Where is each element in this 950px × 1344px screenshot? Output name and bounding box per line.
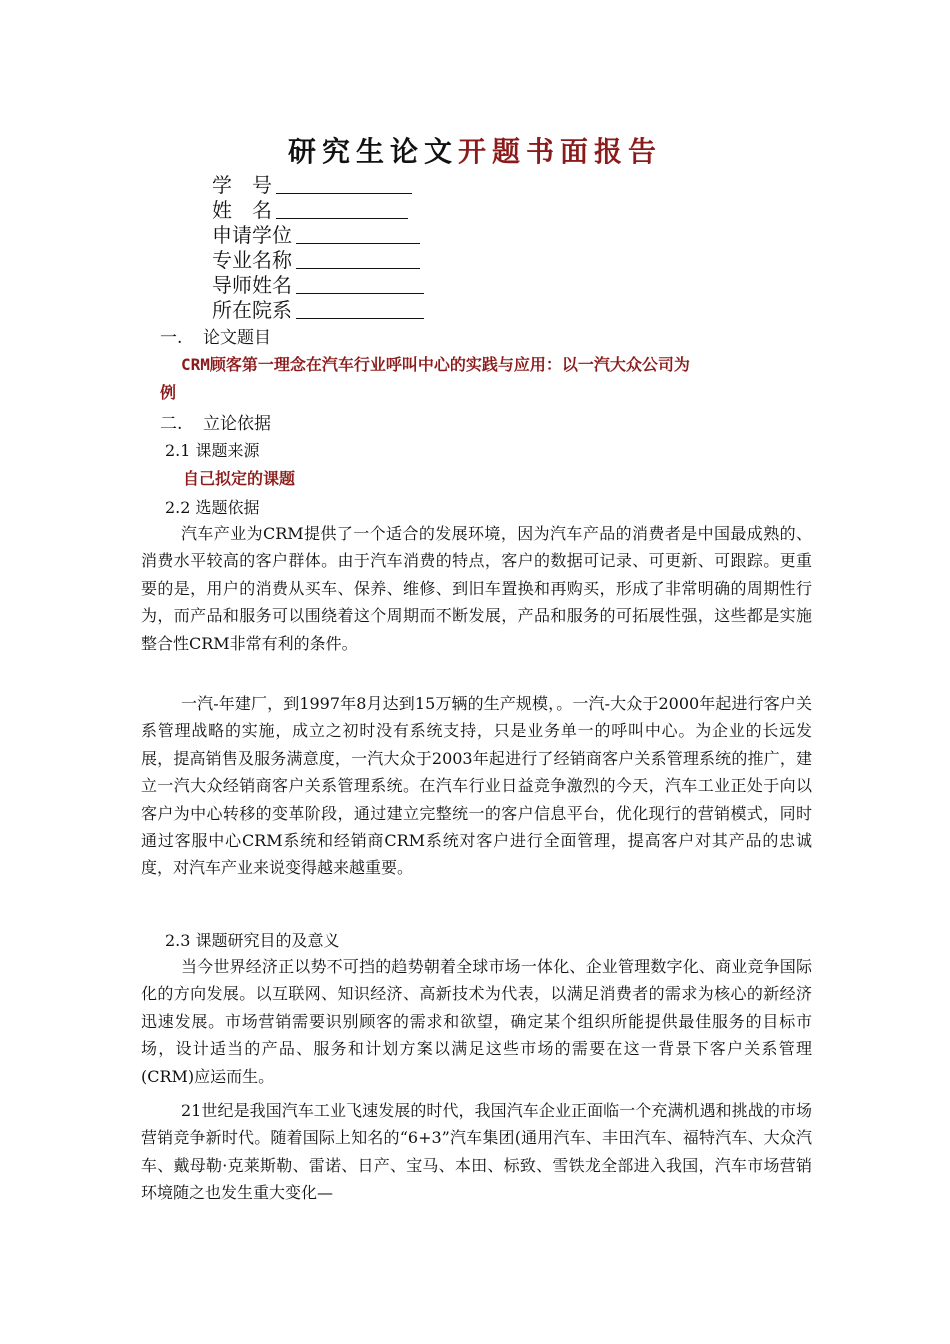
page-title	[0, 130, 950, 170]
paragraph: 当今世界经济正以势不可挡的趋势朝着全球市场一体化、企业管理数字化、商业竞争国际化的方向发展。以互联网、知识经济、高新技术为代表，以满足消费者的需求为核心的新经济迅速发展。市场营销需要识别顾客的需求和欲望，确定某个组织所能提供最佳服务的目标市场，设计适当的产品、服务和计划方案以满足这些市场的需要在这一背景下客户关系管理(CRM)应运而生。	[141, 957, 812, 1086]
title-part1: 研究生论文	[287, 135, 458, 168]
section-number: 一.	[160, 328, 183, 348]
paragraph: 21世纪是我国汽车工业飞速发展的时代，我国汽车企业正面临一个充满机遇和挑战的市场营销竞争新时代。随着国际上知名的“6+3”汽车集团(通用汽车、丰田汽车、福特汽车、大众汽车、戴母勒·克莱斯勒、雷诺、日产、宝马、本田、标致、雪铁龙全部进入我国，汽车市场营销环境随之也发生重大变化—	[141, 1101, 812, 1203]
info-advisor	[212, 273, 424, 298]
info-degree	[212, 223, 420, 248]
info-label: 专业名称	[212, 248, 292, 272]
paragraph: 一汽-年建厂，到1997年8月达到15万辆的生产规模，。一汽-大众于2000年起进行客户关系管理战略的实施，成立之初时没有系统支持，只是业务单一的呼叫中心。为企业的长远发展，提高销售及服务满意度，一汽大众于2003年起进行了经销商客户关系管理系统的推广，建立一汽大众经销商客户关系管理系统。在汽车行业日益竞争激烈的今天，汽车工业正处于向以客户为中心转移的变革阶段，通过建立完整统一的客户信息平台，优化现行的营销模式，同时通过客服中心CRM系统和经销商CRM系统对客户进行全面管理，提高客户对其产品的忠诚度，对汽车产业来说变得越来越重要。	[141, 694, 812, 878]
blank-line	[296, 250, 420, 269]
info-department	[212, 298, 424, 323]
blank-line	[296, 225, 420, 244]
info-label: 申请学位	[212, 223, 292, 247]
thesis-topic-line2: 例	[160, 383, 177, 402]
info-label: 学 号	[212, 173, 272, 197]
thesis-topic-line1: CRM顾客第一理念在汽车行业呼叫中心的实践与应用：以一汽大众公司为	[181, 355, 690, 374]
blank-line	[296, 275, 424, 294]
info-name	[212, 198, 408, 223]
paragraph: 汽车产业为CRM提供了一个适合的发展环境，因为汽车产品的消费者是中国最成熟的、消费水平较高的客户群体。由于汽车消费的特点，客户的数据可记录、可更新、可跟踪。更重要的是，用户的消费从买车、保养、维修、到旧车置换和再购买，形成了非常明确的周期性行为，而产品和服务可以围绕着这个周期而不断发展，产品和服务的可拓展性强，这些都是实施整合性CRM非常有利的条件。	[141, 524, 812, 653]
section-2-heading	[160, 409, 271, 434]
section-number: 二.	[160, 414, 183, 434]
section-label: 立论依据	[203, 414, 271, 434]
topic-source: 自己拟定的课题	[183, 469, 296, 488]
title-part2: 开题书面报告	[458, 135, 663, 168]
info-major	[212, 248, 420, 273]
info-student-id	[212, 173, 412, 198]
subsection-2-3-heading: 2.3 课题研究目的及意义	[165, 931, 340, 950]
section-label: 论文题目	[203, 328, 271, 348]
blank-line	[276, 200, 408, 219]
blank-line	[296, 300, 424, 319]
info-label: 导师姓名	[212, 273, 292, 297]
subsection-2-1-heading: 2.1 课题来源	[165, 441, 260, 460]
section-1-heading	[160, 323, 271, 348]
info-label: 姓 名	[212, 198, 272, 222]
info-label: 所在院系	[212, 298, 292, 322]
blank-line	[276, 175, 412, 194]
subsection-2-2-heading: 2.2 选题依据	[165, 498, 260, 517]
